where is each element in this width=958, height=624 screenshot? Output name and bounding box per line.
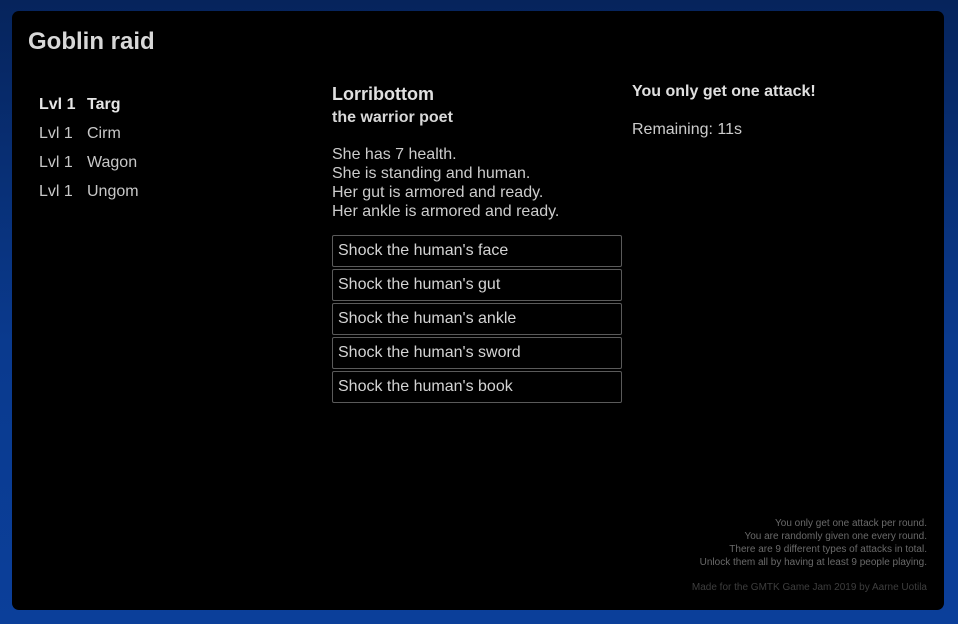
player-row	[39, 148, 139, 177]
player-name: Targ	[87, 95, 121, 113]
enemy-subtitle: the warrior poet	[332, 109, 453, 126]
credit-text: Made for the GMTK Game Jam 2019 by Aarne Uotila	[691, 582, 927, 593]
rules-line: There are 9 different types of attacks in total.	[729, 544, 927, 555]
game-panel	[12, 11, 944, 610]
player-row	[39, 177, 139, 206]
player-row-self	[39, 90, 139, 119]
rules-line: Unlock them all by having at least 9 people playing.	[699, 557, 927, 568]
round-heading: You only get one attack!	[632, 83, 816, 100]
attack-ankle-button[interactable]: Shock the human's ankle	[332, 303, 622, 335]
attack-book-button[interactable]: Shock the human's book	[332, 371, 622, 403]
player-name: Ungom	[87, 182, 139, 200]
game-title: Goblin raid	[28, 28, 155, 55]
enemy-name: Lorribottom	[332, 84, 434, 104]
status-line: She has 7 health.	[332, 146, 457, 163]
attack-face-button[interactable]: Shock the human's face	[332, 235, 622, 267]
player-level: Lvl 1	[39, 124, 73, 142]
player-level: Lvl 1	[39, 182, 73, 200]
player-row	[39, 119, 139, 148]
enemy-panel	[332, 84, 624, 405]
rules-text	[700, 517, 927, 569]
enemy-status	[332, 145, 624, 221]
attack-sword-button[interactable]: Shock the human's sword	[332, 337, 622, 369]
round-info	[632, 83, 922, 139]
status-line: Her ankle is armored and ready.	[332, 203, 560, 220]
attack-list	[332, 235, 624, 403]
status-line: Her gut is armored and ready.	[332, 184, 544, 201]
rules-line: You only get one attack per round.	[775, 518, 927, 529]
attack-gut-button[interactable]: Shock the human's gut	[332, 269, 622, 301]
player-level: Lvl 1	[39, 95, 76, 113]
player-list	[39, 90, 139, 206]
status-line: She is standing and human.	[332, 165, 531, 182]
player-level: Lvl 1	[39, 153, 73, 171]
player-name: Wagon	[87, 153, 138, 171]
round-timer: Remaining: 11s	[632, 121, 742, 138]
rules-line: You are randomly given one every round.	[744, 531, 927, 542]
player-name: Cirm	[87, 124, 121, 142]
